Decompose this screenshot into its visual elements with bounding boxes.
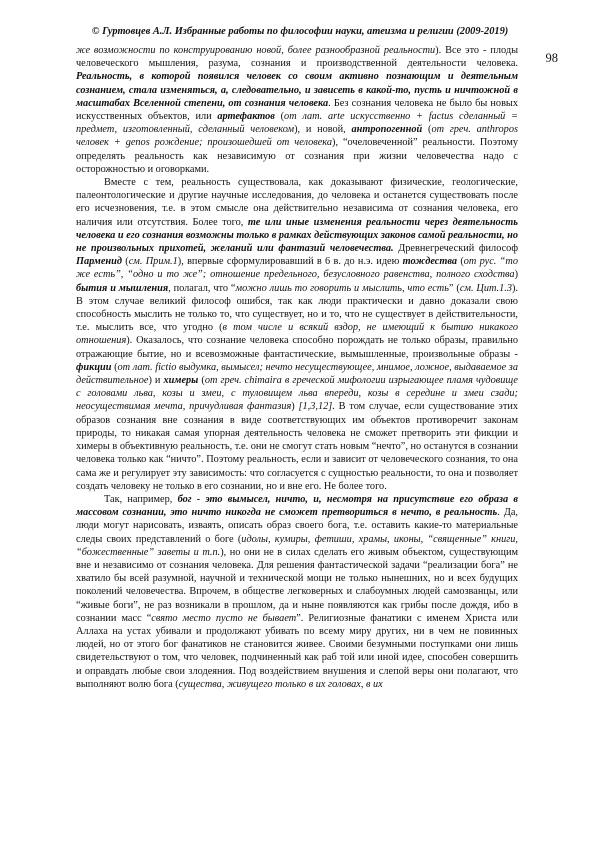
body-text bbox=[76, 44, 518, 691]
italic-text: же возможности по конструированию новой, более разнообразной реальности bbox=[76, 45, 436, 56]
italic-text: от лат. arte искусственно + factus сделанный = предмет, изготовленный, сделанный человеком bbox=[76, 111, 518, 136]
text-run: ( bbox=[422, 124, 432, 136]
text-run: ), впервые сформулировавший в 6 в. до н.э. идею bbox=[177, 256, 403, 268]
italic-text: в том числе и всякий вздор, не имеющий к бытию никакого отношения bbox=[76, 322, 518, 347]
italic-text: идолы, кумиры, фетиши, храмы, иконы, “священные” книги, “божественные” заветы и т.п. bbox=[76, 533, 518, 558]
text-run: . Без сознания человека не было бы новых искусственных объектов, или bbox=[76, 97, 518, 123]
text-run: ”. Религиозные фанатики с именем Христа или Аллаха на устах убивали и продолжают убивать по всему миру других, ни в чем не повинных людей, но от этого бог фанатиков не становится живее. Своими безумными поступками они лишь свидетельствуют о том, что человек, подчиненный как раб той или иной идее, способен совершить и оправдать любые свои злодеяния. Под воздействием внушения и слепой веры они полагают, что выполняют волю бога ( bbox=[76, 612, 518, 690]
italic-text: существа, живущего только в их головах, в их bbox=[178, 678, 383, 690]
emphasis-text: артефактов bbox=[217, 111, 275, 123]
paragraph bbox=[76, 44, 518, 176]
italic-text: можно лишь то говорить и мыслить, что есть bbox=[235, 282, 449, 294]
text-run: ), “очеловеченной” реальности. Поэтому определять реальность как независимую от сознания при жизни человечества надо с осторожностью и оговорками. bbox=[76, 137, 518, 175]
italic-text: от греч. chimaira в греческой мифологии изрыгающее пламя чудовище с головами льва, козы и змеи, с туловищем льва впереди, козы в середине и змеи сзади; неосуществимая мечта, причудливая фантазия bbox=[76, 375, 518, 413]
text-run: ( bbox=[198, 375, 205, 387]
text-run: ), но они не в силах сделать его живым объектом, существующим вне и независимо от сознания человека. Для решения фантастической задачи “реализации бога” не хватило бы всей разумной, научной и технической мощи не только нынешних, но и всех будущих поколений человечества. Впрочем, в обществе легковерных и слабоумных людей самозванцы, или “живые боги”, не раз возникали в прошлом, да и ныне появляются как грибы после дождя, ибо в сознании масс “ bbox=[76, 546, 519, 624]
italic-text: [1,3,12] bbox=[298, 401, 333, 413]
emphasis-text: Парменид bbox=[76, 256, 122, 268]
emphasis-text: те или иные изменения реальности через деятельность человека и его сознания возможны только в рамках действующих законов самой реальности, но не произвольных прихотей, желаний или фантазий человечества. bbox=[76, 216, 518, 255]
text-run: , полагал, что “ bbox=[168, 282, 236, 294]
italic-text: свято место пусто не бывает bbox=[151, 612, 297, 624]
text-run: Вместе с тем, реальность существовала, как доказывают физические, геологические, палеонтологические и другие научные исследования, до человека и останется существовать после его исчезновения, т.е. в этом смысле она действительно независима от сознания человека, его наличия или отсутствия. Более того, bbox=[76, 177, 518, 228]
text-run: . Да, люди могут нарисовать, изваять, описать образ своего бога, т.е. оставить какие-то материальные следы своих представлений о боге ( bbox=[76, 507, 518, 545]
text-run: ). В этом случае великий философ ошибся, так как люди практически и давно доказали свою способность мыслить не только то, что существует, но и то, что не существует в действительности, т.е. мыслить все, что угодно ( bbox=[76, 282, 519, 334]
italic-text: от рус. “то же есть”, “одно и то же”; отношение предельного, безусловного равенства, полного сходства bbox=[76, 256, 518, 281]
emphasis-text: антропогенной bbox=[351, 124, 423, 136]
italic-text: от греч. anthropos человек + genos рождение; произошедшей от человека bbox=[76, 124, 518, 149]
italic-text: см. Прим.1 bbox=[128, 256, 178, 268]
emphasis-text: фикции bbox=[76, 361, 112, 373]
text-run: ” ( bbox=[448, 282, 460, 294]
text-run: ). Оказалось, что сознание человека способно порождать не только образы, правильно отражающие бытие, но и всевозможные фантастические, вымышленные, произвольные образы - bbox=[76, 335, 518, 360]
emphasis-text: бытия и мышления bbox=[76, 282, 169, 294]
text-run: Так, например, bbox=[104, 493, 178, 505]
emphasis-text: бог - это вымысел, ничто, и, несмотря на присутствие его образа в массовом сознании, это ничто никогда не сможет претвориться в нечто, в реальность bbox=[76, 493, 518, 519]
text-run: ( bbox=[274, 111, 285, 123]
text-run: ), и новой, bbox=[294, 124, 352, 136]
text-run: ). Все это - плоды человеческого мышления, разума, сознания и производственной деятельности человека. bbox=[76, 45, 518, 70]
italic-text: от лат. fictio выдумка, вымысел; нечто несуществующее, мнимое, ложное, выдаваемое за действительное bbox=[76, 361, 518, 387]
page-number: 98 bbox=[545, 51, 558, 65]
text-run: ) bbox=[514, 269, 518, 281]
paragraph bbox=[76, 493, 518, 691]
paragraph bbox=[76, 176, 518, 493]
text-run: ( bbox=[121, 256, 129, 268]
emphasis-text: тождества bbox=[402, 256, 458, 268]
text-run: ( bbox=[111, 361, 118, 373]
text-run: ) bbox=[291, 401, 299, 413]
emphasis-text: химеры bbox=[163, 375, 199, 387]
italic-text: см. Цит.1.3 bbox=[459, 282, 512, 294]
text-run: ) и bbox=[148, 375, 164, 387]
text-run: Древнегреческий философ bbox=[393, 243, 518, 255]
text-run: ( bbox=[457, 256, 464, 268]
header-title: © Гуртовцев А.Л. Избранные работы по философии науки, атеизма и религии (2009-2019) bbox=[91, 26, 509, 37]
emphasis-text: Реальность, в которой появился человек со своим активно познающим и деятельным сознанием, стала изменяться, а, следовательно, и зависеть в какой-то, пусть и ничтожной в масштабах Вселенной степени, от сознания человека bbox=[76, 71, 518, 109]
text-run: . В том случае, если существование этих образов сознания вне сознания в виде соответствующих им объектов противоречит законам природы, то никакая самая упорная деятельность человека не сможет претворить эти фикции и химеры в объективную реальность, т.е. они не смогут стать новым “нечто”, но останутся в сознании человека только как “ничто”. Поэтому реальность, если и зависит от человеческого сознания, то она сама же и регулирует эту зависимость: что согласуется с сущностью реальности, то она и позволяет создать человеку не только в его сознании, но и вне его. Не более того. bbox=[76, 401, 518, 492]
